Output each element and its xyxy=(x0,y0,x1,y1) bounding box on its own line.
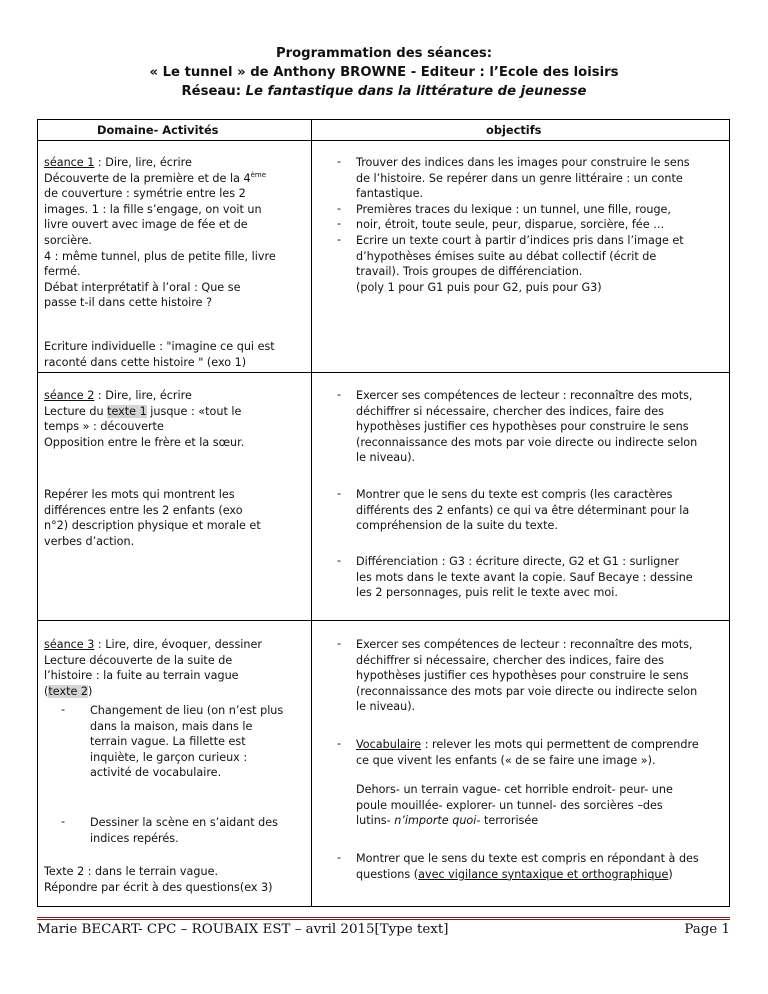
title-line-3: Réseau: Le fantastique dans la littérature de jeunesse xyxy=(181,84,587,99)
page-number: Page 1 xyxy=(684,922,730,937)
session-3-objective-3: Montrer que le sens du texte est compris en répondant à des questions (avec vigilance syntaxique et orthographique) xyxy=(356,852,699,881)
footer-author: Marie BECART- CPC – ROUBAIX EST – avril 2015[Type text] xyxy=(37,922,449,937)
session-2-activities: séance 2 : Dire, lire, écrire Lecture du texte 1 jusque : «tout le temps » : découverte Opposition entre le frère et la sœur. xyxy=(44,389,245,449)
column-divider xyxy=(311,120,312,906)
session-2-objective-2: Montrer que le sens du texte est compris (les caractères différents des 2 enfants) ce qui va être déterminant pour la compréhension de la suite du texte. xyxy=(356,488,690,533)
bullet-dash: - xyxy=(337,202,342,215)
bullet-dash: - xyxy=(61,703,66,716)
session-1-activities: séance 1 : Dire, lire, écrire Découverte de la première et de la 4ème de couverture : symétrie entre les 2 images. 1 : la fille s’engage, on voit un livre ouvert avec image de fée et de sorcière. 4 : même tunnel, plus de petite fille, livre fermé. Débat interprétatif à l’oral : Que se passe t-il dans cette histoire ? xyxy=(44,156,276,310)
bullet-dash: - xyxy=(337,388,342,401)
highlighted-text: texte 1 xyxy=(107,404,147,418)
sessions-table xyxy=(37,119,730,907)
bullet-dash: - xyxy=(337,233,342,246)
document-title xyxy=(0,44,768,101)
bullet-dash: - xyxy=(337,554,342,567)
footer-rule xyxy=(37,917,730,920)
header-objectives: objectifs xyxy=(486,123,542,137)
session-3-word-list: Dehors- un terrain vague- cet horrible endroit- peur- une poule mouillée- explorer- un tunnel- des sorcières –des lutins- n’importe quoi- terrorisée xyxy=(356,783,673,828)
bullet-dash: - xyxy=(337,487,342,500)
bullet-dash: - xyxy=(337,737,342,750)
row-divider-1 xyxy=(38,372,729,373)
session-3-activities: séance 3 : Lire, dire, évoquer, dessiner Lecture découverte de la suite de l’histoire : la fuite au terrain vague (texte 2) xyxy=(44,638,262,698)
header-divider xyxy=(38,140,729,141)
session-3-text-2: Texte 2 : dans le terrain vague. Répondre par écrit à des questions(ex 3) xyxy=(44,865,273,894)
session-3-objective-1: Exercer ses compétences de lecteur : reconnaître des mots, déchiffrer si nécessaire, chercher des indices, faire des hypothèses justifier ces hypothèses pour construire le sens (reconnaissance des mots par voie directe ou indirecte selon le niveau). xyxy=(356,638,698,714)
session-3-vocabulary: Vocabulaire : relever les mots qui permettent de comprendre ce que vivent les enfants (« de se faire une image »). xyxy=(356,738,699,767)
bullet-dash: - xyxy=(337,155,342,168)
highlighted-text: texte 2 xyxy=(48,684,89,698)
bullet-dash: - xyxy=(337,851,342,864)
title-line-2: « Le tunnel » de Anthony BROWNE - Editeur : l’Ecole des loisirs xyxy=(149,65,619,80)
title-line-1: Programmation des séances: xyxy=(275,46,493,61)
session-1-objectives: Trouver des indices dans les images pour construire le sens de l’histoire. Se repérer dans un genre littéraire : un conte fantastique. Premières traces du lexique : un tunnel, une fille, rouge, noir, étroit, toute seule, peur, disparue, sorcière, fée … Ecrire un texte court à partir d’indices pris dans l’image et d’hypothèses émises suite au débat collectif (écrit de travail). Trois groupes de différenciation. (poly 1 pour G1 puis pour G2, puis pour G3) xyxy=(356,156,690,294)
session-3-bullet-2: Dessiner la scène en s’aidant des indices repérés. xyxy=(90,816,278,845)
row-divider-2 xyxy=(38,620,729,621)
bullet-dash: - xyxy=(61,815,66,828)
bullet-dash: - xyxy=(337,217,342,230)
bullet-dash: - xyxy=(337,637,342,650)
session-3-bullet-1: Changement de lieu (on n’est plus dans la maison, mais dans le terrain vague. La fillette est inquiète, le garçon curieux : activité de vocabulaire. xyxy=(90,704,284,780)
session-1-writing: Ecriture individuelle : "imagine ce qui est raconté dans cette histoire " (exo 1) xyxy=(44,340,275,369)
session-2-words-task: Repérer les mots qui montrent les différences entre les 2 enfants (exo n°2) description physique et morale et verbes d’action. xyxy=(44,488,261,548)
session-2-differentiation: Différenciation : G3 : écriture directe, G2 et G1 : surligner les mots dans le texte avant la copie. Sauf Becaye : dessine les 2 personnages, puis relit le texte avec moi. xyxy=(356,555,693,600)
header-activities: Domaine- Activités xyxy=(97,123,219,137)
session-2-objective-1: Exercer ses compétences de lecteur : reconnaître des mots, déchiffrer si nécessaire, chercher des indices, faire des hypothèses justifier ces hypothèses pour construire le sens (reconnaissance des mots par voie directe ou indirecte selon le niveau). xyxy=(356,389,698,465)
